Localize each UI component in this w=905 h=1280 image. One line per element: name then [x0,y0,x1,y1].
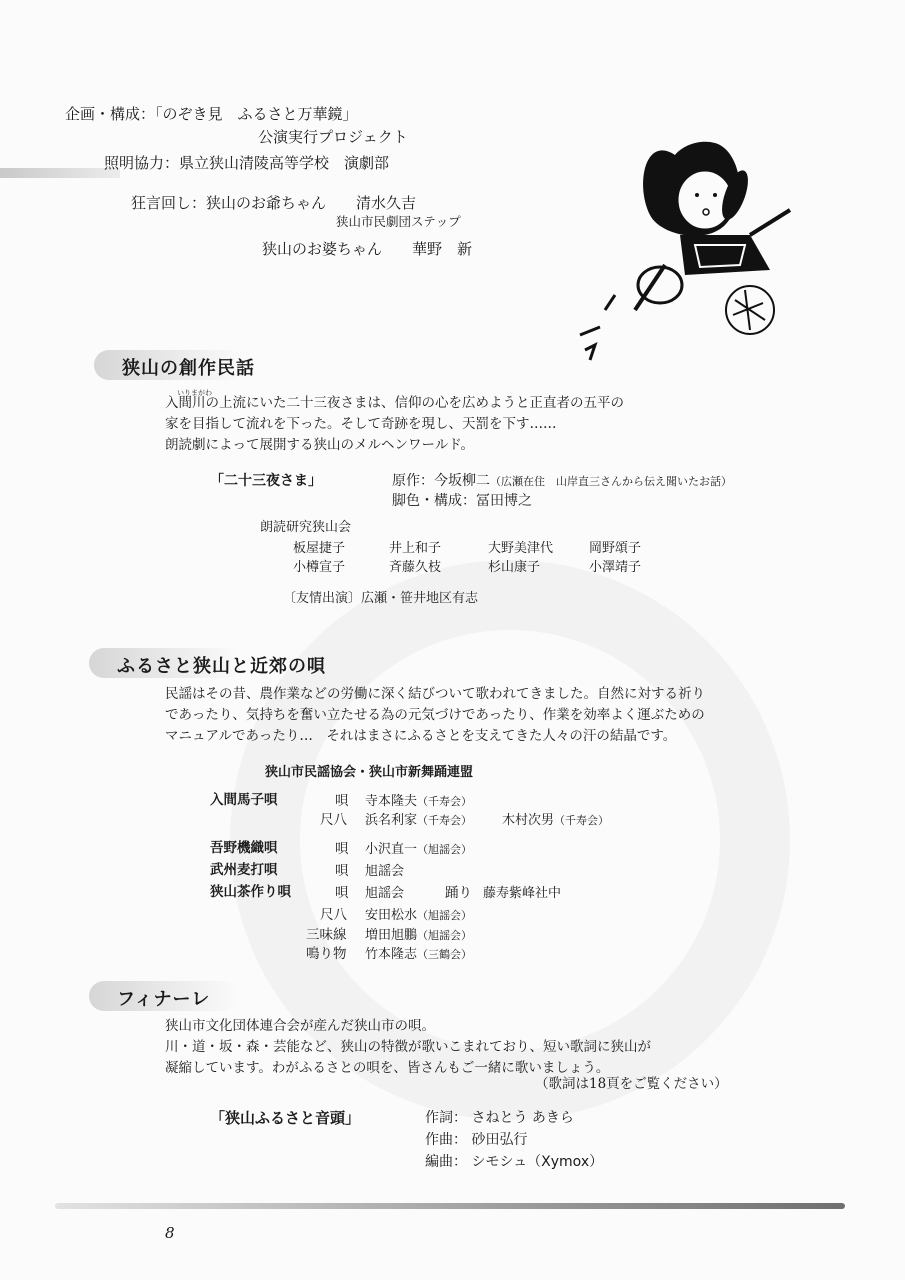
section3-paragraph: 狭山市文化団体連合会が産んだ狭山市の唄。 川・道・坂・森・芸能など、狭山の特徴が歌いこまれており、短い歌詞に狭山が 凝縮しています。わがふるさとの唄を、皆さんもご一緒に歌いましょう。 [165,1018,651,1076]
child-illustration [565,95,825,385]
page-number: 8 [165,1224,175,1242]
minyo-org: 狭山市民謡協会・狭山市新舞踊連盟 [265,765,474,780]
song-title: 吾野機織唄 [210,840,278,856]
member: 小澤靖子 [589,560,642,575]
song-role: 尺八 [320,907,347,923]
kyogen-line-1: 狂言回し：狭山のお爺ちゃん 清水久吉 [131,194,417,212]
kikaku-line: 企画・構成：「のぞき見 ふるさと万華鏡」 [65,105,358,123]
credit-sakkyoku: 作曲： 砂田弘行 [425,1132,528,1148]
performer: 浜名利家（千寿会） [365,813,473,828]
kyogen-group: 狭山市民劇団ステップ [336,214,461,229]
performer: 竹本隆志（三鶴会） [365,947,473,962]
member: 杉山康子 [488,560,541,575]
bottom-rule [55,1203,845,1209]
credit-henkyoku: 編曲： シモシュ（Xymox） [425,1154,604,1170]
song-role: 唄 [335,885,349,901]
member: 大野美津代 [488,541,554,556]
performer: 安田松水（旭謡会） [365,908,473,923]
song-role: 三味線 [306,927,347,943]
song-title: 入間馬子唄 [210,792,278,808]
performer: 増田旭鵬（旭謡会） [365,928,473,943]
odori-group: 藤寿紫峰社中 [483,886,562,901]
guest-line: 〔友情出演〕広瀬・笹井地区有志 [283,591,479,606]
song-title-ondo: 「狭山ふるさと音頭」 [210,1109,361,1127]
member: 斉藤久枝 [389,560,442,575]
credit-sakushi: 作詞： さねとう あきら [425,1110,574,1126]
section1-paragraph: 入間川の上流にいた二十三夜さまは、信仰の心を広めようと正直者の五平の 家を目指して流れを下った。そして奇跡を現し、天罰を下す…… 朗読劇によって展開する狭山のメルヘンワールド。 [165,395,624,453]
section-title-furusato-uta: ふるさと狭山と近郊の唄 [117,652,326,678]
gensaku-credit: 原作：今坂柳二（広瀬在住 山岸直三さんから伝え聞いたお話） [392,473,732,489]
song-role: 唄 [335,841,349,857]
performer: 小沢直一（旭謡会） [365,842,473,857]
song-role: 鳴り物 [306,946,347,962]
member: 岡野頌子 [589,541,642,556]
section-title-sakuhin-minwa: 狭山の創作民話 [122,354,255,380]
member: 板屋捷子 [293,541,346,556]
kyogen-line-2: 狭山のお婆ちゃん 華野 新 [262,240,473,258]
performer: 旭謡会 [365,886,405,901]
song-role: 唄 [335,863,349,879]
song-title: 武州麦打唄 [210,862,278,878]
odori-label: 踊り [445,885,472,901]
kyakushoku-credit: 脚色・構成：冨田博之 [392,493,532,509]
kikaku-line-2: 公演実行プロジェクト [258,128,408,146]
lyrics-note: （歌詞は18頁をご覧ください） [535,1076,728,1092]
section-title-finale: フィナーレ [117,985,210,1011]
song-role: 唄 [335,793,349,809]
work-title-nijusanya: 「二十三夜さま」 [210,473,322,489]
song-role: 尺八 [320,812,347,828]
member: 井上和子 [389,541,442,556]
section2-paragraph: 民謡はその昔、農作業などの労働に深く結びついて歌われてきました。自然に対する祈り であったり、気持ちを奮い立たせる為の元気づけであったり、作業を効率よく運ぶための マニュアルであったり… それはまさにふるさとを支えてきた人々の汗の結晶です。 [165,686,705,744]
reading-group-name: 朗読研究狭山会 [260,520,352,535]
song-title: 狭山茶作り唄 [210,884,291,900]
shomei-line: 照明協力：県立狭山清陵高等学校 演劇部 [104,154,390,172]
performer: 旭謡会 [365,864,405,879]
performer: 木村次男（千寿会） [502,813,610,828]
decorative-bar [0,168,120,178]
ruby-irumagawa: いりまがわ [177,389,212,397]
performer: 寺本隆夫（千寿会） [365,794,473,809]
member: 小樽宣子 [293,560,346,575]
